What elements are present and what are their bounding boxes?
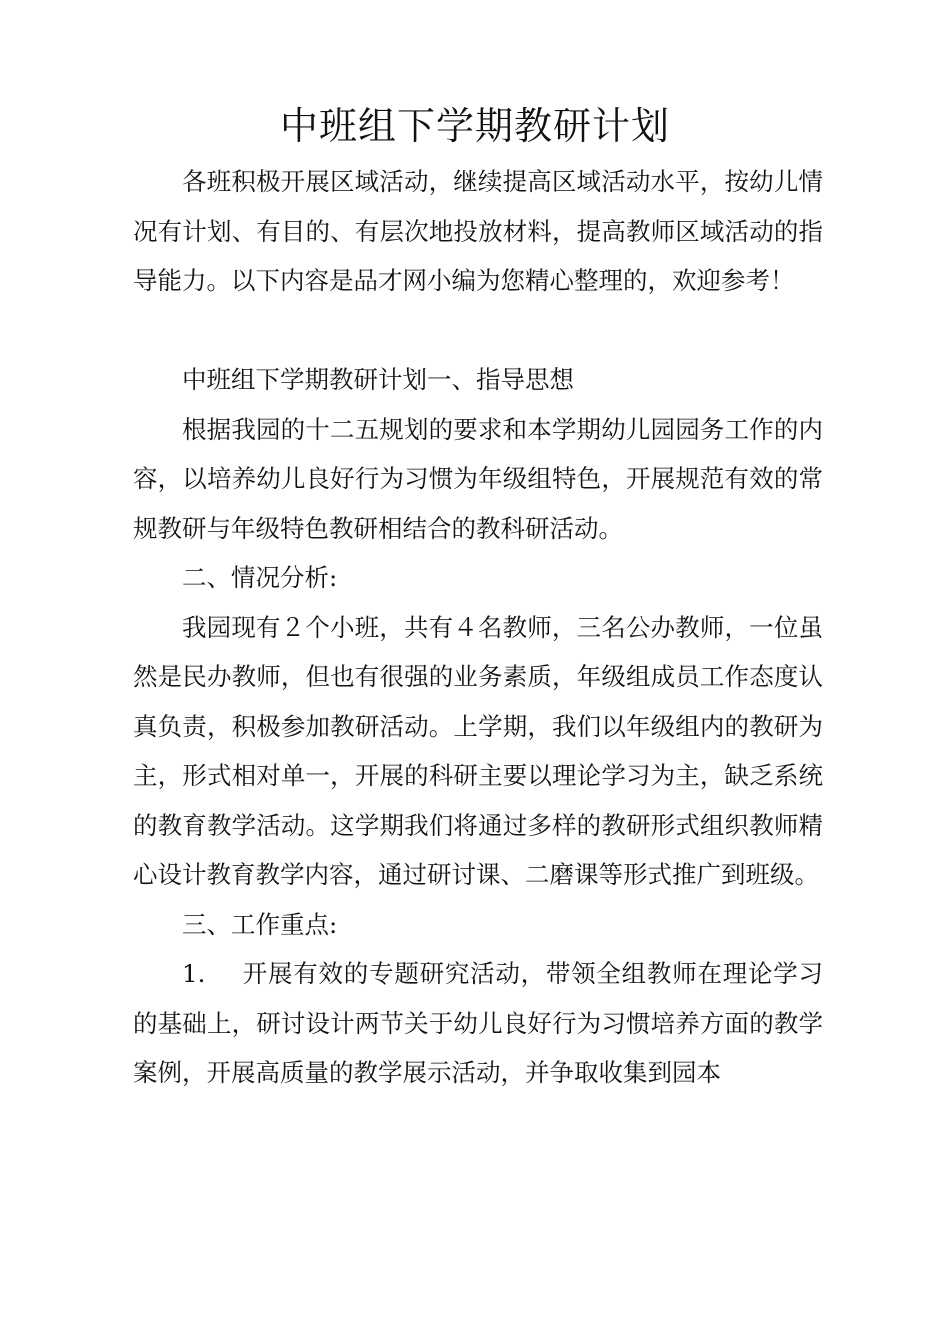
section1-paragraph: 根据我园的十二五规划的要求和本学期幼儿园园务工作的内容，以培养幼儿良好行为习惯为年级组特色，开展规范有效的常规教研与年级特色教研相结合的教科研活动。 [133,414,823,543]
section3-heading: 三、工作重点: [182,909,338,939]
list-item-number: 1. [182,959,206,988]
list-item-1 [133,949,823,1098]
section1-heading: 中班组下学期教研计划一、指导思想 [182,365,574,394]
section2-paragraph: 我园现有２个小班，共有４名教师，三名公办教师，一位虽然是民办教师，但也有很强的业务素质，年级组成员工作态度认真负责，积极参加教研活动。上学期，我们以年级组内的教研为主，形式相对单一，开展的科研主要以理论学习为主，缺乏系统的教育教学活动。这学期我们将通过多样的教研形式组织教师精心设计教育教学内容，通过研讨课、二磨课等形式推广到班级。 [133,612,823,889]
document-body [133,157,823,1098]
list-item-text: 开展有效的专题研究活动，带领全组教师在理论学习的基础上，研讨设计两节关于幼儿良好行为习惯培养方面的教学案例，开展高质量的教学展示活动，并争取收集到园本 [133,959,823,1087]
section2-heading: 二、情况分析: [182,563,338,592]
intro-paragraph: 各班积极开展区域活动，继续提高区域活动水平，按幼儿情况有计划、有目的、有层次地投放材料，提高教师区域活动的指导能力。以下内容是品才网小编为您精心整理的，欢迎参考！ [133,167,823,295]
paragraph-spacer [133,306,823,356]
document-title: 中班组下学期教研计划 [279,104,670,148]
